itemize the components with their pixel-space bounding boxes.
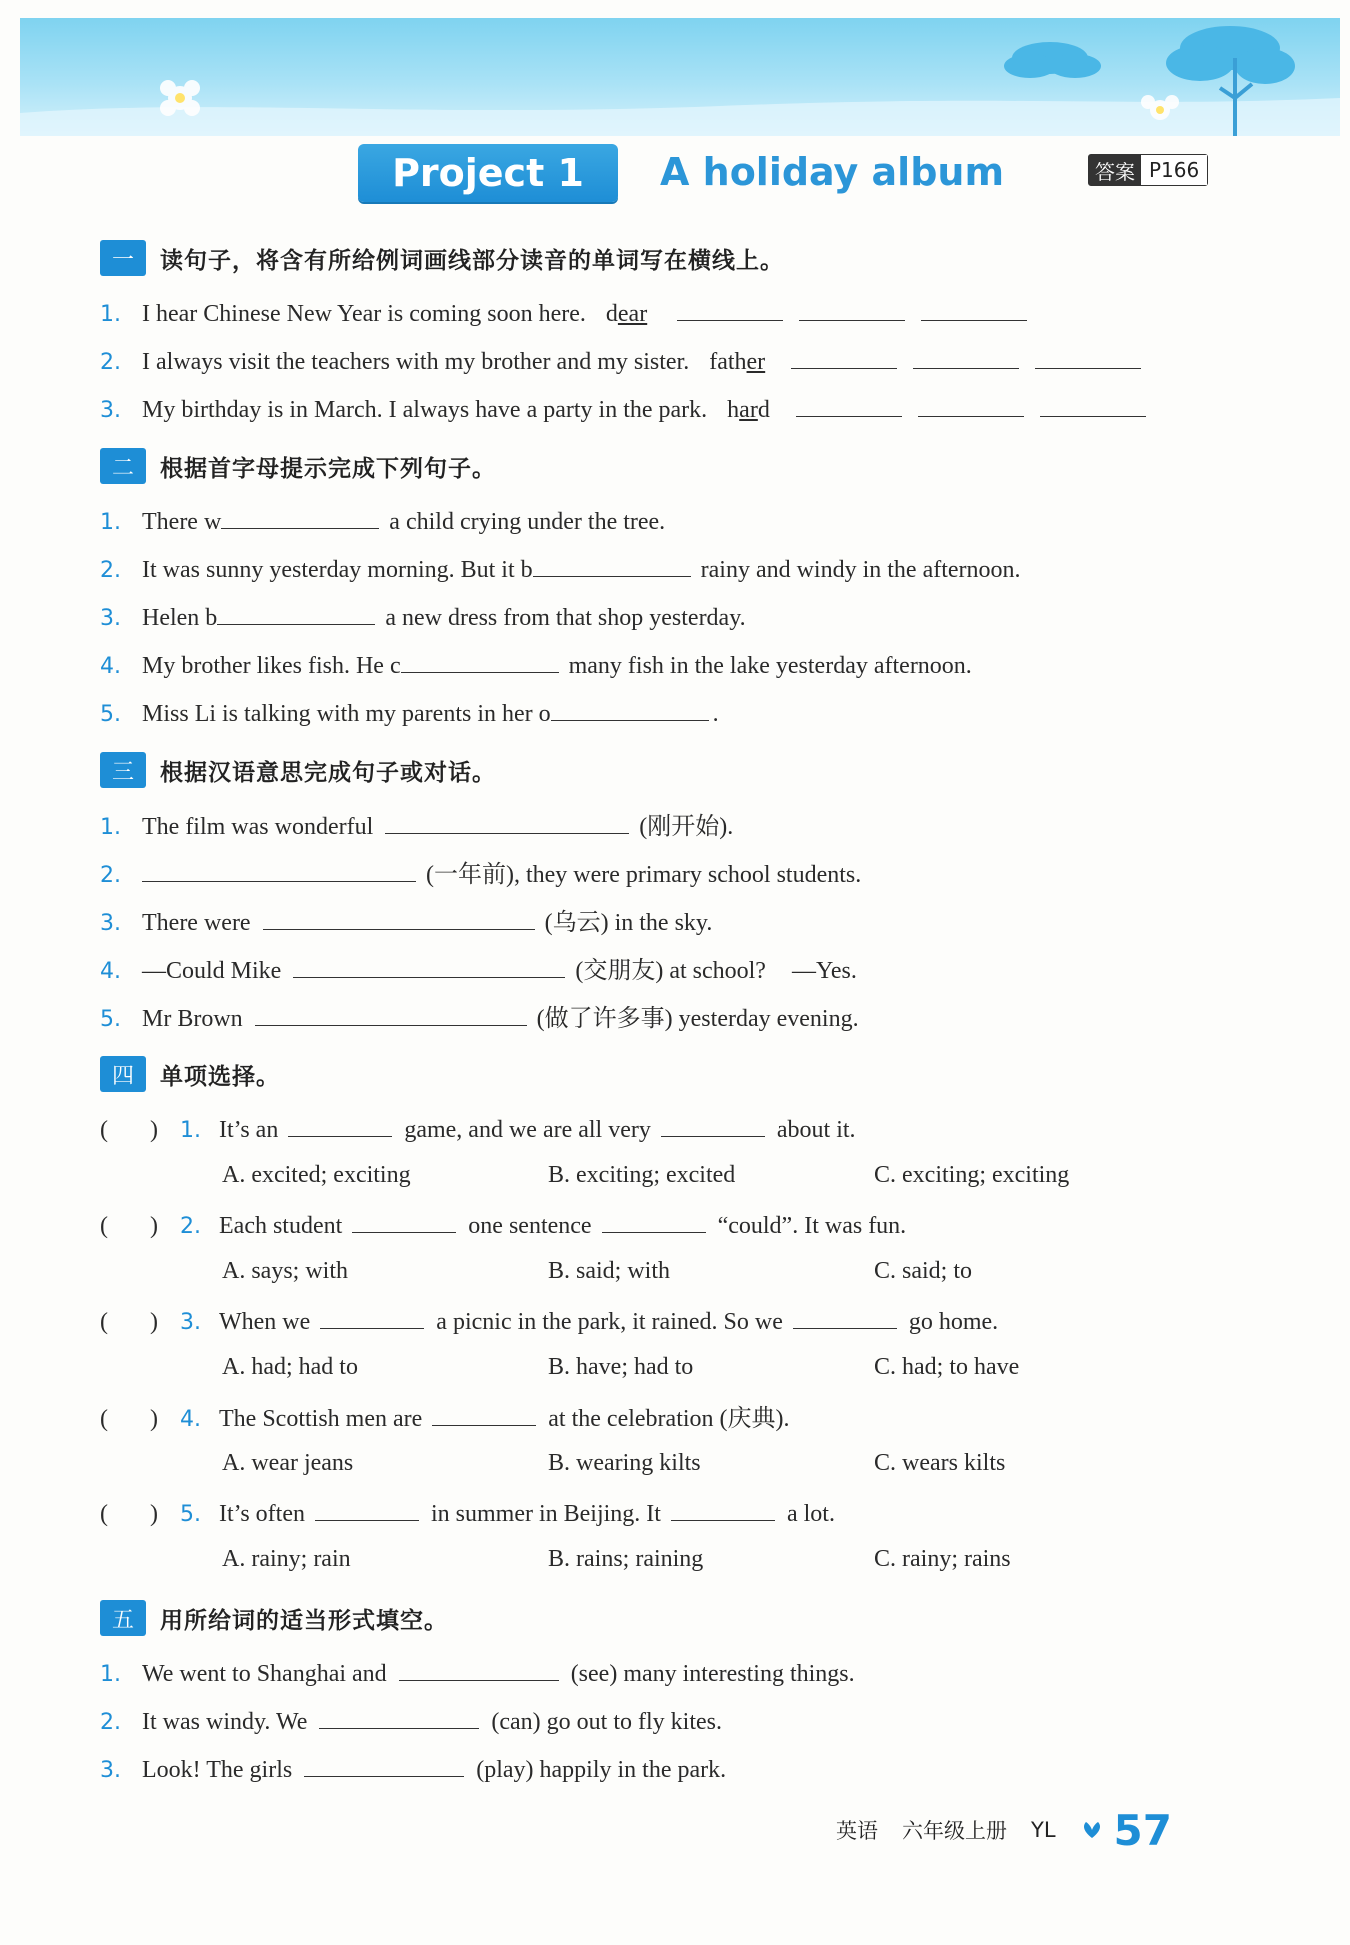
exercise-item (100, 950, 857, 990)
item-number: 4. (100, 654, 121, 679)
item-text-before: It was windy. We (142, 1709, 308, 1735)
item-text-after: (乌云) in the sky. (544, 910, 713, 936)
answer-blank[interactable] (217, 598, 375, 625)
example-word: dear (605, 301, 648, 327)
item-text-after: . (712, 701, 719, 727)
item-text: I hear Chinese New Year is coming soon here. (142, 301, 586, 327)
item-text-after: (can) go out to fly kites. (491, 1709, 722, 1735)
question-text: When we (219, 1309, 311, 1335)
option-b[interactable]: B. have; had to (548, 1354, 694, 1380)
answer-blank (288, 1110, 392, 1137)
example-word: father (709, 349, 766, 375)
section-3-header (100, 752, 496, 788)
choice-question (100, 1398, 790, 1438)
answer-page: P166 (1141, 155, 1207, 185)
footer-subject: 英语 (836, 1819, 878, 1843)
item-number: 1. (100, 302, 121, 327)
answer-bracket[interactable]: ( ) (100, 1213, 158, 1239)
item-number: 1. (100, 815, 121, 840)
answer-blank (320, 1302, 424, 1329)
section-title: 根据汉语意思完成句子或对话。 (160, 759, 496, 786)
section-number: 三 (100, 752, 146, 788)
choice-question (100, 1302, 998, 1342)
option-c[interactable]: C. had; to have (874, 1354, 1020, 1380)
footer-edition: YL (1031, 1818, 1056, 1842)
answer-blank (671, 1494, 775, 1521)
item-number: 3. (100, 1758, 121, 1783)
item-text-before: There w (142, 509, 222, 535)
item-text-after: rainy and windy in the afternoon. (700, 557, 1021, 583)
item-number: 2. (180, 1214, 201, 1239)
option-a[interactable]: A. says; with (222, 1258, 348, 1284)
section-title: 读句子，将含有所给例词画线部分读音的单词写在横线上。 (160, 247, 784, 274)
question-text: go home. (908, 1309, 999, 1335)
option-c[interactable]: C. exciting; exciting (874, 1162, 1070, 1188)
item-number: 1. (100, 510, 121, 535)
answer-bracket[interactable]: ( ) (100, 1309, 158, 1335)
exercise-item (100, 806, 733, 846)
item-number: 4. (100, 959, 121, 984)
exercise-item (100, 1654, 855, 1694)
answer-blank[interactable] (918, 390, 1024, 417)
item-text: My birthday is in March. I always have a party in the park. (142, 397, 708, 423)
answer-blank[interactable] (551, 694, 709, 721)
option-a[interactable]: A. rainy; rain (222, 1546, 351, 1572)
item-text-after: (交朋友) at school? (575, 958, 766, 984)
section-number: 五 (100, 1600, 146, 1636)
footer-grade: 六年级上册 (902, 1819, 1007, 1843)
page-footer (836, 1800, 1172, 1860)
question-text: It’s often (219, 1501, 305, 1527)
answer-blank[interactable] (319, 1702, 479, 1729)
dialogue-reply: —Yes. (791, 958, 857, 984)
item-text-after: (一年前), they were primary school students. (426, 862, 862, 888)
exercise-item (100, 902, 712, 942)
exercise-item (100, 694, 719, 734)
item-number: 3. (100, 911, 121, 936)
choice-question (100, 1206, 906, 1246)
item-text-after: (做了许多事) yesterday evening. (536, 1006, 859, 1032)
question-text: It’s an (219, 1117, 279, 1143)
question-text: a lot. (786, 1501, 835, 1527)
answer-blank[interactable] (913, 342, 1019, 369)
answer-blank[interactable] (533, 550, 691, 577)
option-a[interactable]: A. had; had to (222, 1354, 358, 1380)
item-text-after: (play) happily in the park. (476, 1757, 727, 1783)
item-number: 3. (100, 606, 121, 631)
section-number: 二 (100, 448, 146, 484)
item-number: 3. (180, 1310, 201, 1335)
option-a[interactable]: A. excited; exciting (222, 1162, 411, 1188)
section-4-header (100, 1056, 280, 1092)
item-number: 3. (100, 398, 121, 423)
exercise-item (100, 1750, 726, 1790)
answer-blank[interactable] (263, 903, 535, 930)
example-word: hard (727, 397, 770, 423)
header-banner (20, 18, 1340, 136)
item-number: 2. (100, 863, 121, 888)
exercise-item (100, 598, 746, 638)
answer-bracket[interactable]: ( ) (100, 1117, 158, 1143)
exercise-item (100, 502, 665, 542)
section-number: 一 (100, 240, 146, 276)
answer-blank[interactable] (255, 999, 527, 1026)
question-text: one sentence (468, 1213, 592, 1239)
item-text-before: Miss Li is talking with my parents in her o (142, 701, 551, 727)
answer-blank[interactable] (399, 1654, 559, 1681)
answer-blank[interactable] (221, 502, 379, 529)
item-text-before: We went to Shanghai and (142, 1661, 387, 1687)
option-c[interactable]: C. rainy; rains (874, 1546, 1011, 1572)
item-text-before: There were (142, 910, 251, 936)
item-text-after: a child crying under the tree. (389, 509, 666, 535)
option-b[interactable]: B. exciting; excited (548, 1162, 736, 1188)
exercise-item (100, 1702, 722, 1742)
answer-blank (793, 1302, 897, 1329)
item-number: 2. (100, 558, 121, 583)
exercise-item (100, 646, 972, 686)
section-number: 四 (100, 1056, 146, 1092)
item-text-after: many fish in the lake yesterday afternoon. (568, 653, 972, 679)
question-text: in summer in Beijing. It (430, 1501, 661, 1527)
choice-question (100, 1110, 856, 1150)
project-label: Project 1 (358, 144, 618, 202)
exercise-item (100, 390, 1150, 430)
item-number: 1. (100, 1662, 121, 1687)
exercise-item (100, 998, 859, 1038)
option-b[interactable]: B. said; with (548, 1258, 671, 1284)
answer-blank (315, 1494, 419, 1521)
answer-blank (661, 1110, 765, 1137)
answer-blank[interactable] (304, 1750, 464, 1777)
option-a[interactable]: A. wear jeans (222, 1450, 354, 1476)
answer-reference (1088, 154, 1208, 186)
item-text-before: —Could Mike (142, 958, 282, 984)
question-text: a picnic in the park, it rained. So we (436, 1309, 783, 1335)
item-text-after: a new dress from that shop yesterday. (385, 605, 746, 631)
choice-question (100, 1494, 835, 1534)
answer-bracket[interactable]: ( ) (100, 1501, 158, 1527)
answer-key-label: 答案 (1089, 155, 1141, 185)
question-text: game, and we are all very (404, 1117, 651, 1143)
item-number: 2. (100, 1710, 121, 1735)
item-text-after: (see) many interesting things. (570, 1661, 855, 1687)
answer-blank (432, 1399, 536, 1426)
item-text-before: Look! The girls (142, 1757, 293, 1783)
leaf-icon (1080, 1818, 1104, 1842)
section-5-header (100, 1600, 448, 1636)
answer-blank[interactable] (293, 951, 565, 978)
page-title: A holiday album (660, 150, 1005, 194)
item-text-before: It was sunny yesterday morning. But it b (142, 557, 533, 583)
item-text-before: My brother likes fish. He c (142, 653, 401, 679)
answer-blank[interactable] (677, 294, 783, 321)
item-number: 5. (100, 1007, 121, 1032)
exercise-item (100, 294, 1031, 334)
answer-blank[interactable] (142, 855, 416, 882)
question-text: about it. (776, 1117, 856, 1143)
answer-bracket[interactable]: ( ) (100, 1406, 158, 1432)
answer-blank[interactable] (791, 342, 897, 369)
answer-blank[interactable] (1035, 342, 1141, 369)
answer-blank[interactable] (921, 294, 1027, 321)
option-c[interactable]: C. wears kilts (874, 1450, 1006, 1476)
item-text-before: Helen b (142, 605, 218, 631)
section-title: 根据首字母提示完成下列句子。 (160, 455, 496, 482)
item-text-before: Mr Brown (142, 1006, 243, 1032)
option-c[interactable]: C. said; to (874, 1258, 973, 1284)
exercise-item (100, 854, 861, 894)
page-header (0, 142, 1350, 204)
section-1-header (100, 240, 784, 276)
question-text: “could”. It was fun. (717, 1213, 907, 1239)
answer-blank[interactable] (385, 807, 629, 834)
question-text: Each student (219, 1213, 343, 1239)
item-text-after: (刚开始). (639, 814, 734, 840)
item-text: I always visit the teachers with my brother and my sister. (142, 349, 690, 375)
exercise-item (100, 342, 1145, 382)
item-number: 5. (180, 1502, 201, 1527)
answer-blank (352, 1206, 456, 1233)
answer-blank[interactable] (1040, 390, 1146, 417)
answer-blank[interactable] (401, 646, 559, 673)
item-text-before: The film was wonderful (142, 814, 374, 840)
answer-blank[interactable] (796, 390, 902, 417)
option-b[interactable]: B. wearing kilts (548, 1450, 701, 1476)
item-number: 2. (100, 350, 121, 375)
answer-blank[interactable] (799, 294, 905, 321)
item-number: 1. (180, 1118, 201, 1143)
answer-blank (602, 1206, 706, 1233)
item-number: 4. (180, 1407, 201, 1432)
section-title: 用所给词的适当形式填空。 (160, 1607, 448, 1634)
question-text: at the celebration (庆典). (548, 1406, 790, 1432)
question-text: The Scottish men are (219, 1406, 423, 1432)
item-number: 5. (100, 702, 121, 727)
exercise-item (100, 550, 1021, 590)
page-number: 57 (1113, 1805, 1172, 1855)
section-2-header (100, 448, 496, 484)
option-b[interactable]: B. rains; raining (548, 1546, 704, 1572)
section-title: 单项选择。 (160, 1063, 280, 1090)
